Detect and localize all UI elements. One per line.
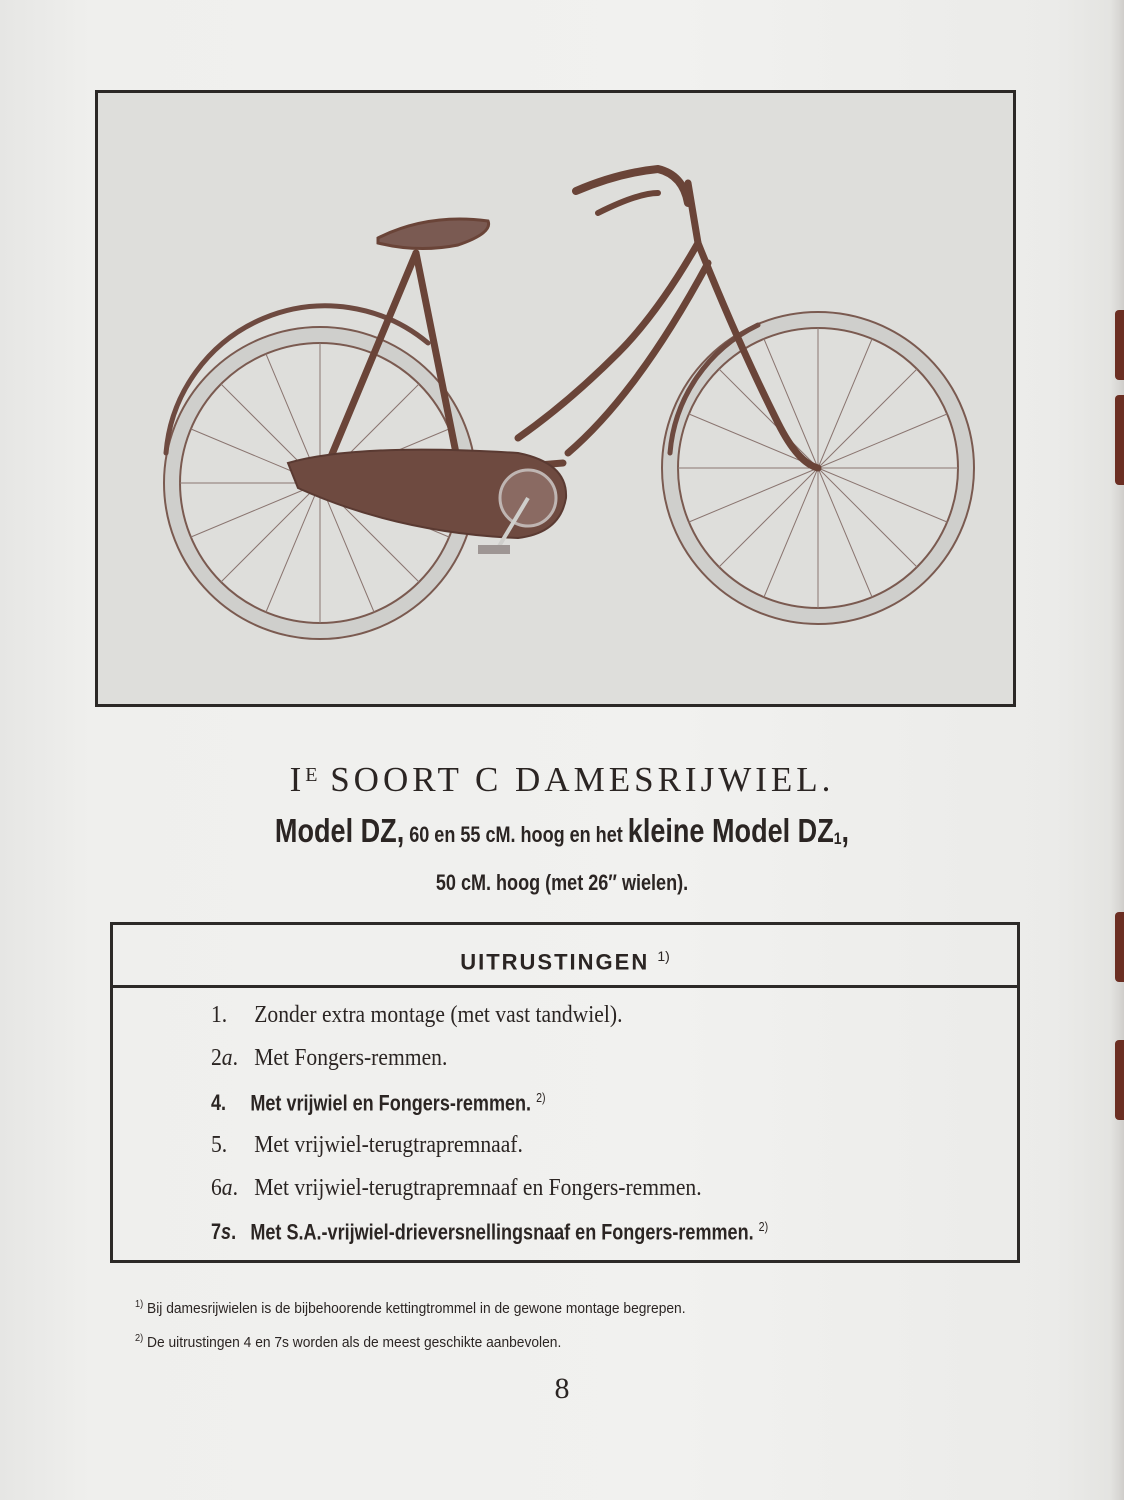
equipment-item: 6a. Met vrijwiel-terugtrapremnaaf en Fongers-remmen.	[211, 1175, 702, 1201]
model-dz1-label: kleine Model DZ	[627, 812, 834, 849]
saddle	[378, 219, 489, 248]
equipment-item-recommended	[211, 1090, 546, 1116]
item-number: 2	[211, 1045, 222, 1071]
item-number: 1.	[211, 1002, 228, 1028]
item-text: Met vrijwiel en Fongers-remmen.	[250, 1090, 532, 1116]
binding-thread-mark	[1115, 1040, 1124, 1120]
equipment-item-recommended: 7s. Met S.A.-vrijwiel-drieversnellingsnaaf en Fongers-remmen. $^{2)}$	[211, 1219, 769, 1245]
page-number: 8	[554, 1372, 570, 1405]
item-suffix: a	[221, 1045, 233, 1071]
bicycle-illustration	[98, 93, 1013, 704]
equipment-item	[211, 1132, 523, 1159]
bicycle-photo	[95, 90, 1016, 707]
footnote-mark: 2)	[135, 1333, 144, 1344]
title-prefix: I	[289, 760, 306, 799]
equipment-table	[110, 922, 1020, 1263]
footnote-ref: 2)	[536, 1090, 546, 1105]
binding-thread-mark	[1115, 395, 1124, 485]
model-dz-label: Model DZ,	[274, 812, 405, 849]
footnote-text: De uitrustingen 4 en 7s worden als de meest geschikte aanbevolen.	[147, 1334, 562, 1351]
item-suffix: s	[221, 1219, 232, 1245]
page-binding-edge	[1110, 0, 1124, 1500]
equipment-item: 2a. Met Fongers-remmen.	[211, 1045, 448, 1071]
item-number: 7	[211, 1219, 222, 1245]
equipment-header-label: UITRUSTINGEN	[460, 949, 650, 975]
model-sizes-text: 60 en 55 cM. hoog en het	[404, 822, 628, 847]
model-subtitle	[101, 812, 1023, 850]
item-text: Met vrijwiel-terugtrapremnaaf en Fongers-remmen.	[254, 1175, 702, 1201]
item-text: Met Fongers-remmen.	[254, 1045, 448, 1071]
item-text: Zonder extra montage (met vast tandwiel).	[254, 1002, 623, 1028]
item-text: Met S.A.-vrijwiel-drieversnellingsnaaf en Fongers-remmen.	[250, 1219, 754, 1245]
title-prefix-superscript: E	[305, 764, 318, 786]
title-text: SOORT C DAMESRIJWIEL.	[330, 760, 835, 799]
equipment-item	[211, 1002, 622, 1029]
model-subtitle-line2: 50 cM. hoog (met 26″ wielen).	[435, 870, 689, 895]
footnote-mark: 1)	[135, 1299, 144, 1310]
footnote-ref: 1)	[657, 948, 670, 964]
footnote-text: Bij damesrijwielen is de bijbehoorende kettingtrommel in de gewone montage begrepen.	[147, 1300, 686, 1317]
item-suffix: a	[221, 1175, 233, 1201]
footnotes	[135, 1290, 686, 1358]
subtitle-comma: ,	[841, 812, 850, 849]
item-number: 6	[211, 1175, 222, 1201]
footnote-ref: 2)	[758, 1219, 769, 1234]
model-dz1-subscript: 1	[833, 829, 842, 848]
binding-thread-mark	[1115, 912, 1124, 982]
page-title	[0, 760, 1124, 800]
footnote-2	[135, 1324, 686, 1358]
binding-thread-mark	[1115, 310, 1124, 380]
item-text: Met vrijwiel-terugtrapremnaaf.	[254, 1132, 523, 1158]
equipment-header	[113, 925, 1017, 988]
item-number: 4.	[211, 1090, 227, 1116]
item-number: 5.	[211, 1132, 228, 1158]
footnote-1	[135, 1290, 686, 1324]
